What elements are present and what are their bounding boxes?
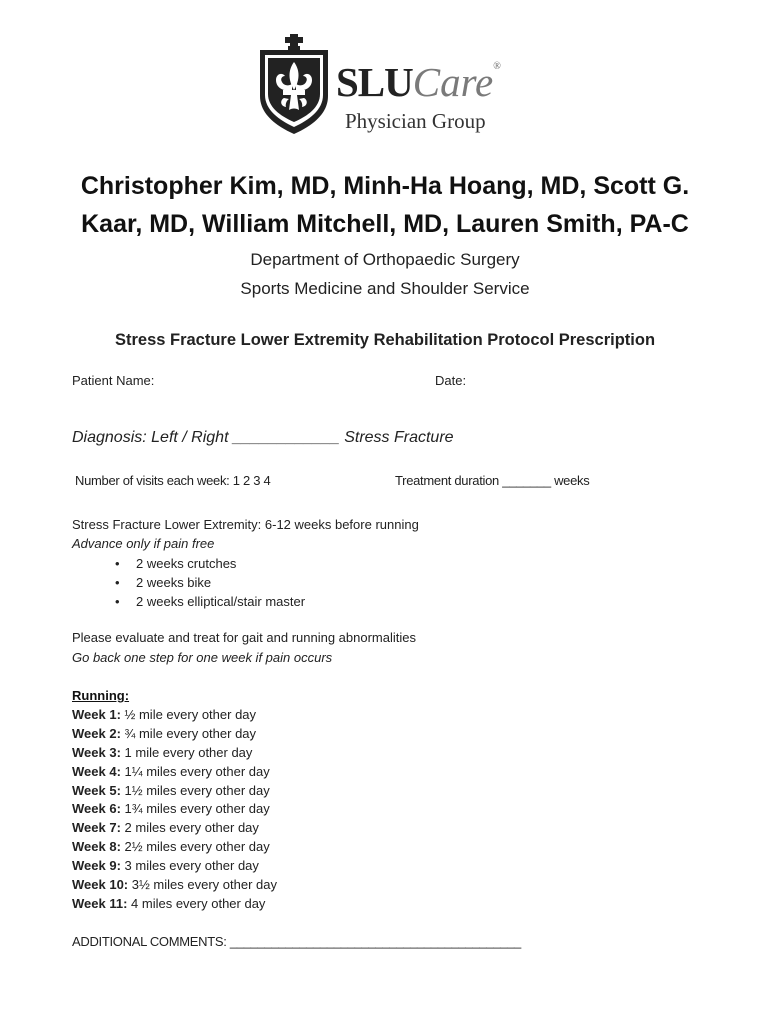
week-label: Week 10:	[72, 877, 129, 893]
list-item	[72, 838, 277, 857]
week-label: Week 11:	[72, 895, 128, 911]
week-label: Week 1:	[72, 707, 121, 722]
list-item	[72, 706, 277, 725]
bullet-icon: •	[115, 556, 120, 571]
list-item	[72, 819, 277, 838]
week-label: Week 5:	[72, 782, 121, 798]
advance-note: Advance only if pain free	[72, 536, 215, 551]
week-text: 1¼ miles every other day	[120, 763, 270, 779]
week-text: 1 mile every other day	[120, 744, 253, 760]
list-item	[72, 876, 277, 895]
go-back-instruction: Go back one step for one week if pain occurs	[72, 650, 333, 665]
visits-per-week: Number of visits each week: 1 2 3 4	[75, 473, 271, 488]
additional-comments: ADDITIONAL COMMENTS: __________________________________________	[72, 934, 521, 949]
list-item	[72, 763, 277, 782]
week-text: ½ mile every other day	[120, 707, 257, 722]
week-label: Week 8:	[72, 839, 121, 855]
bullet-icon: •	[115, 593, 120, 609]
running-weeks-list	[72, 706, 277, 914]
week-text: 1¾ miles every other day	[120, 801, 270, 817]
diagnosis-line: Diagnosis: Left / Right ____________ Stress Fracture	[72, 429, 454, 446]
week-text: 3 miles every other day	[120, 858, 259, 874]
list-item	[115, 593, 305, 612]
list-item	[72, 725, 277, 744]
list-item	[72, 782, 277, 801]
service-name: Sports Medicine and Shoulder Service	[240, 279, 530, 298]
list-item	[115, 555, 305, 574]
list-item	[115, 574, 305, 593]
week-label: Week 6:	[72, 801, 121, 817]
list-item	[72, 895, 277, 914]
list-item	[72, 857, 277, 876]
week-text: 2 miles every other day	[120, 820, 259, 836]
week-label: Week 2:	[72, 725, 121, 741]
protocol-summary: Stress Fracture Lower Extremity: 6-12 weeks before running	[72, 517, 419, 532]
patient-name-label: Patient Name:	[72, 373, 155, 388]
physicians-line-1: Christopher Kim, MD, Minh-Ha Hoang, MD, Scott G.	[80, 172, 690, 200]
list-item	[72, 800, 277, 819]
week-label: Week 7:	[72, 820, 121, 836]
logo-group-name: Physician Group	[345, 109, 486, 133]
week-text: 3½ miles every other day	[128, 877, 277, 893]
logo-brand-italic: Care	[412, 59, 494, 105]
protocol-title: Stress Fracture Lower Extremity Rehabilitation Protocol Prescription	[114, 331, 656, 349]
registered-mark: ®	[493, 61, 501, 72]
step-text: 2 weeks elliptical/stair master	[136, 593, 306, 609]
week-label: Week 9:	[72, 858, 121, 874]
week-text: 2½ miles every other day	[120, 839, 270, 855]
date-label: Date:	[435, 373, 467, 388]
protocol-steps-list	[115, 555, 305, 611]
week-text: 4 miles every other day	[127, 895, 266, 911]
running-heading: Running:	[72, 688, 130, 703]
treatment-duration: Treatment duration _______ weeks	[395, 473, 590, 488]
fleur-de-lis-shield-icon	[258, 34, 330, 136]
list-item	[72, 744, 277, 763]
week-label: Week 3:	[72, 744, 121, 760]
step-text: 2 weeks bike	[136, 574, 212, 590]
week-label: Week 4:	[72, 763, 121, 779]
department-name: Department of Orthopaedic Surgery	[250, 250, 520, 269]
physicians-line-2: Kaar, MD, William Mitchell, MD, Lauren Smith, PA-C	[81, 210, 689, 238]
logo-wordmark	[336, 59, 501, 105]
evaluate-instruction: Please evaluate and treat for gait and running abnormalities	[72, 630, 416, 645]
week-text: ¾ mile every other day	[120, 725, 257, 741]
step-text: 2 weeks crutches	[136, 556, 237, 571]
logo-brand-bold: SLU	[336, 59, 413, 105]
bullet-icon: •	[115, 574, 120, 590]
week-text: 1½ miles every other day	[120, 782, 270, 798]
